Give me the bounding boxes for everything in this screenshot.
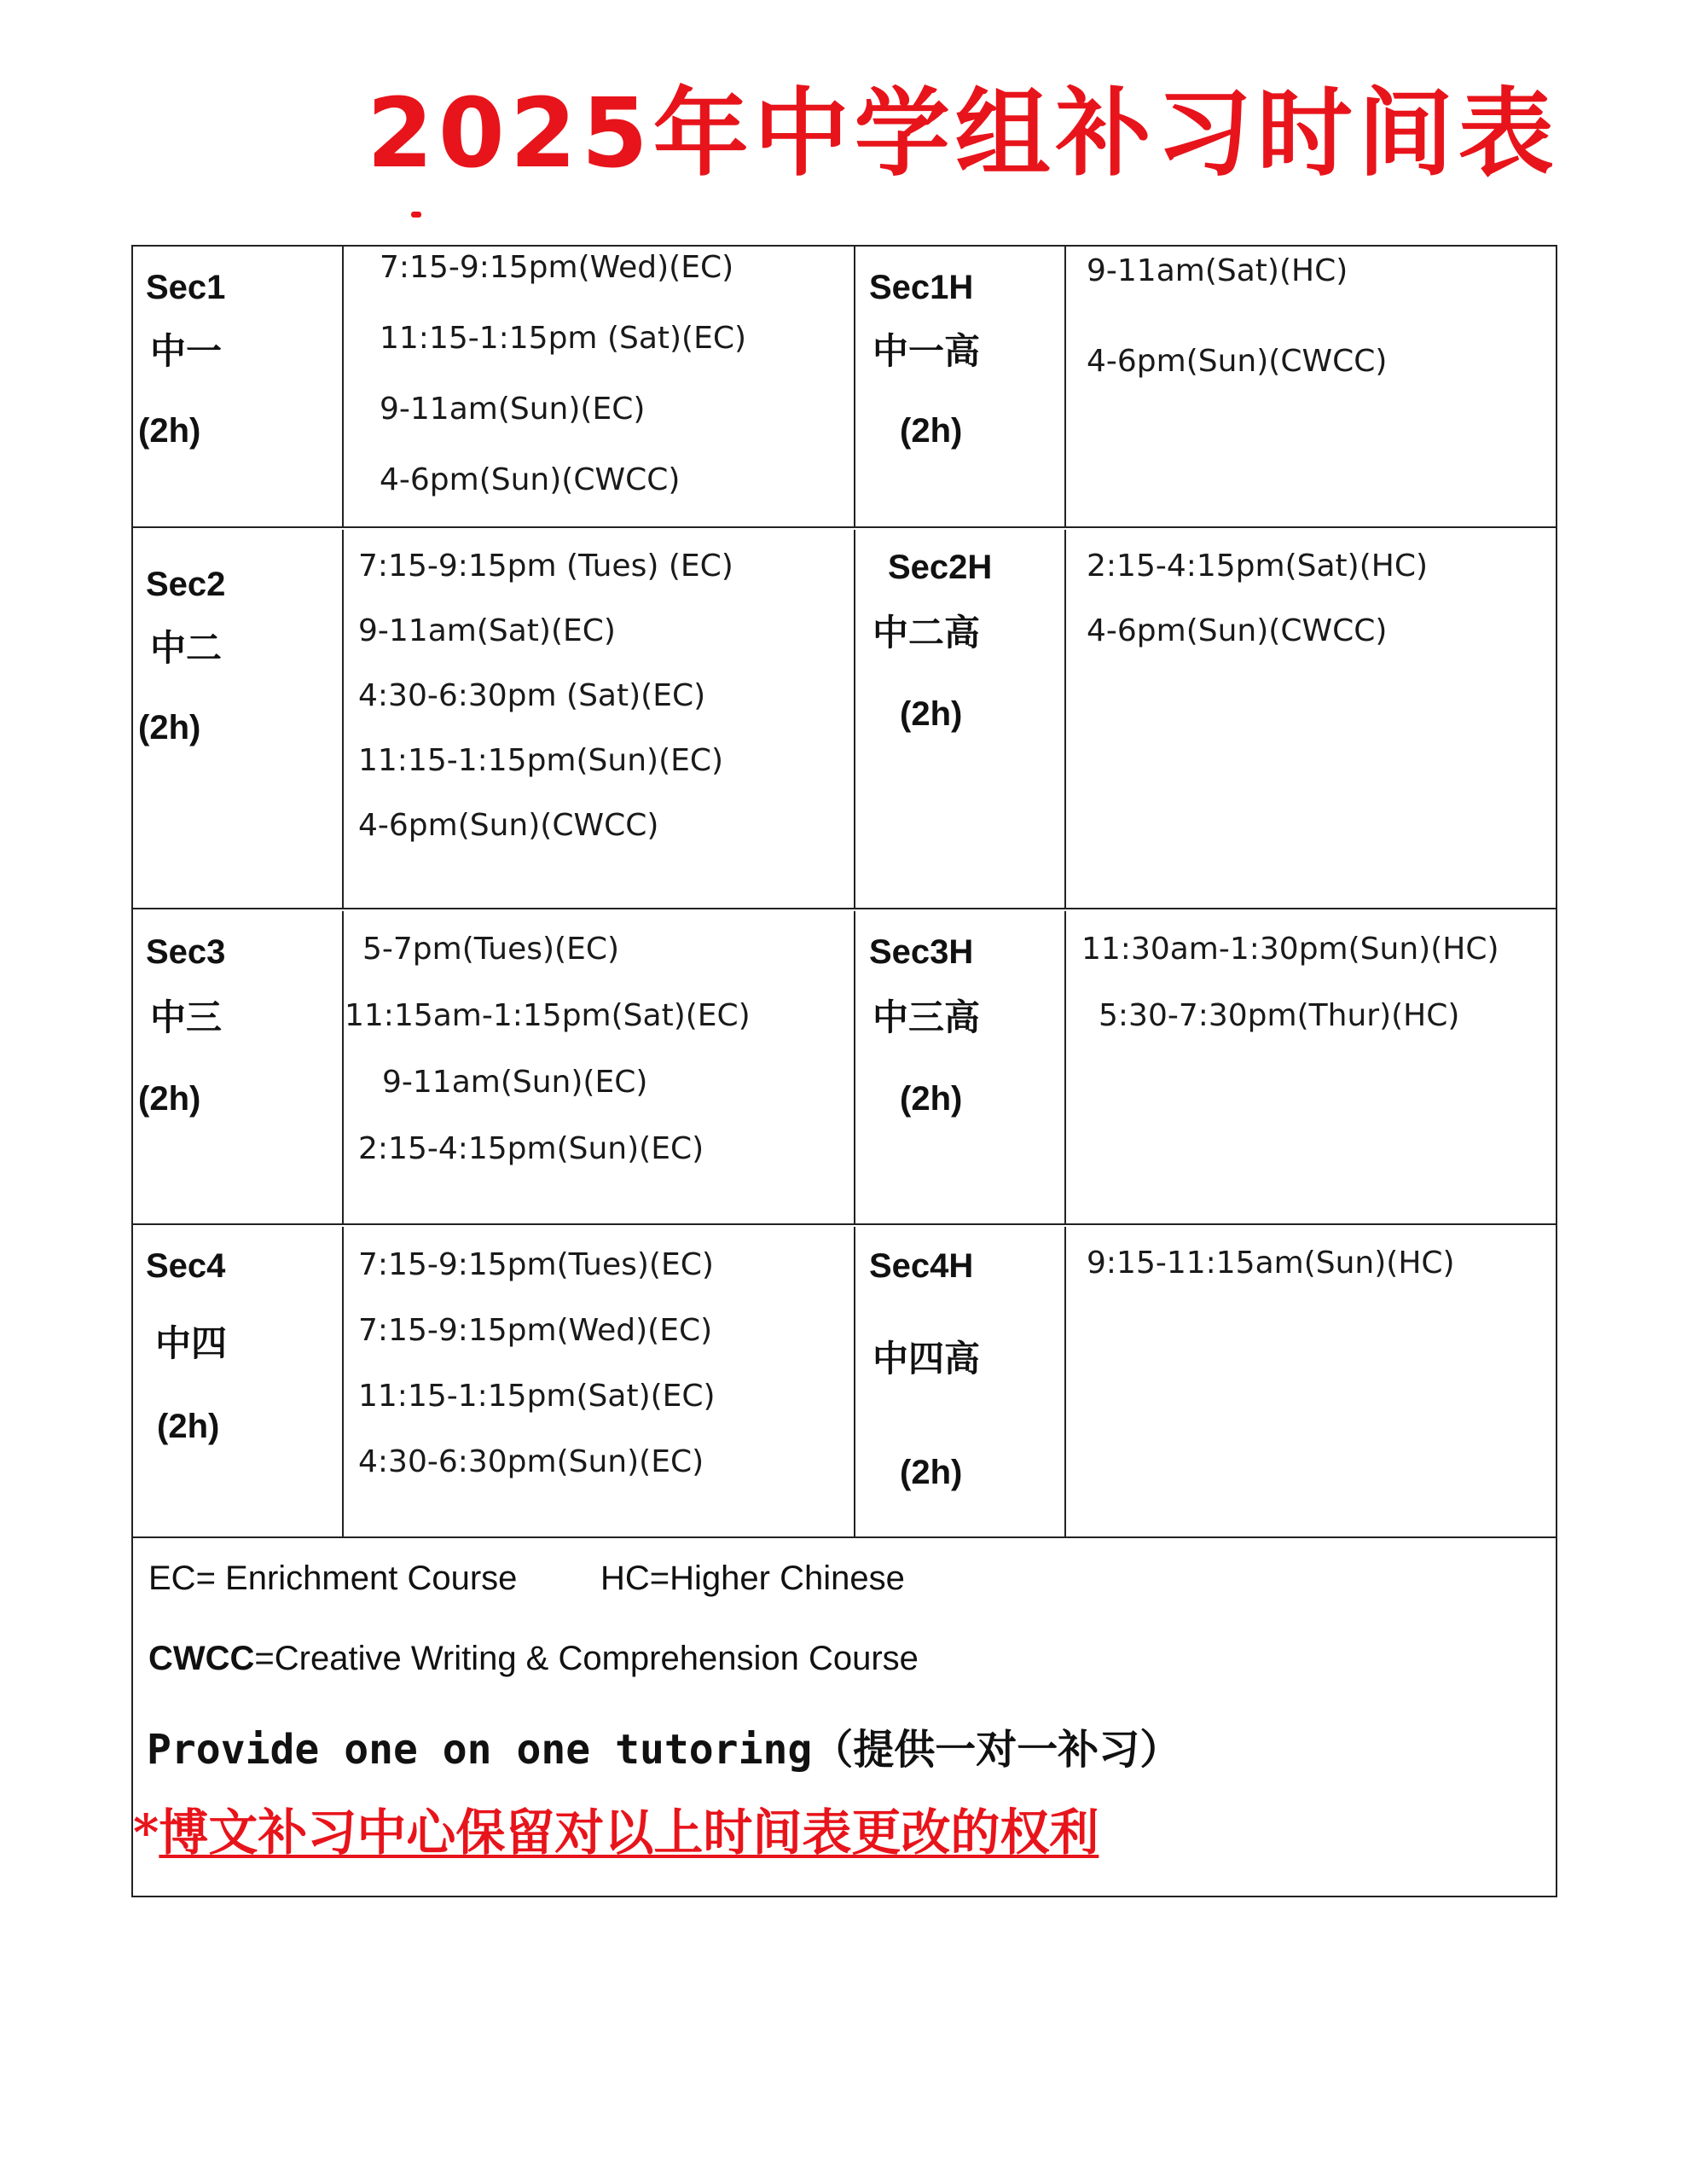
time-slot: 9-11am(Sun)(EC)	[382, 1065, 648, 1100]
notice-asterisk: *	[133, 1804, 159, 1862]
notice-text: 博文补习中心保留对以上时间表更改的权利	[159, 1804, 1099, 1862]
level-cn: 中三	[150, 996, 223, 1038]
level-cell	[133, 911, 344, 1223]
times-cell	[344, 911, 855, 1223]
higher-level-code: Sec2H	[888, 549, 993, 586]
time-slot: 11:15-1:15pm(Sat)(EC)	[358, 1379, 716, 1414]
time-slot: 4-6pm(Sun)(CWCC)	[1087, 344, 1388, 379]
table-row-sec4	[133, 1227, 1556, 1538]
table-row-sec1	[133, 247, 1556, 528]
time-slot: 11:30am-1:30pm(Sun)(HC)	[1081, 932, 1499, 967]
level-code: Sec1	[146, 269, 226, 306]
level-cn: 中四	[155, 1322, 228, 1364]
level-code: Sec3	[146, 933, 226, 971]
level-duration: (2h)	[138, 709, 201, 746]
table-row-sec2	[133, 530, 1556, 909]
time-slot: 11:15-1:15pm (Sat)(EC)	[380, 321, 747, 356]
higher-level-cell	[855, 911, 1066, 1223]
time-slot: 7:15-9:15pm (Tues) (EC)	[358, 549, 733, 584]
higher-level-duration: (2h)	[900, 695, 963, 733]
table-row-sec3	[133, 911, 1556, 1225]
times-cell	[344, 247, 855, 526]
time-slot: 4-6pm(Sun)(CWCC)	[358, 808, 659, 843]
higher-level-code: Sec1H	[869, 269, 974, 306]
time-slot: 4-6pm(Sun)(CWCC)	[380, 462, 681, 497]
times-cell	[344, 1227, 855, 1536]
higher-level-duration: (2h)	[900, 1080, 963, 1118]
tutoring-note: Provide one on one tutoring（提供一对一补习）	[147, 1726, 1181, 1774]
legend-cwcc	[148, 1637, 919, 1680]
time-slot: 9:15-11:15am(Sun)(HC)	[1087, 1246, 1455, 1281]
legend-ec: EC= Enrichment Course	[148, 1560, 518, 1597]
higher-level-cn: 中二高	[872, 612, 981, 653]
higher-times-cell	[1066, 247, 1556, 526]
level-cell	[133, 247, 344, 526]
higher-times-cell	[1066, 1227, 1556, 1536]
rights-notice	[133, 1803, 1099, 1862]
times-cell	[344, 530, 855, 908]
title-mark	[411, 212, 421, 218]
higher-level-cn: 中一高	[872, 330, 981, 372]
time-slot: 2:15-4:15pm(Sun)(EC)	[358, 1131, 704, 1166]
level-cn: 中一	[150, 330, 223, 372]
time-slot: 9-11am(Sat)(EC)	[358, 613, 616, 648]
page-title: 2025年中学组补习时间表	[367, 78, 1559, 189]
level-cell	[133, 1227, 344, 1536]
higher-level-duration: (2h)	[900, 412, 963, 450]
time-slot: 9-11am(Sun)(EC)	[380, 392, 646, 427]
level-duration: (2h)	[138, 412, 201, 450]
higher-level-cell	[855, 247, 1066, 526]
time-slot: 7:15-9:15pm(Wed)(EC)	[358, 1313, 713, 1348]
higher-level-cell	[855, 530, 1066, 908]
time-slot: 7:15-9:15pm(Tues)(EC)	[358, 1247, 714, 1282]
level-code: Sec4	[146, 1247, 226, 1285]
level-cell	[133, 530, 344, 908]
higher-level-cell	[855, 1227, 1066, 1536]
level-code: Sec2	[146, 566, 226, 603]
legend-hc: HC=Higher Chinese	[600, 1560, 905, 1597]
legend-cwcc-abbr: CWCC	[148, 1640, 255, 1677]
higher-level-code: Sec3H	[869, 933, 974, 971]
time-slot: 4:30-6:30pm (Sat)(EC)	[358, 678, 706, 713]
time-slot: 11:15-1:15pm(Sun)(EC)	[358, 743, 724, 778]
level-cn: 中二	[150, 627, 223, 669]
schedule-table	[131, 245, 1557, 1897]
higher-level-cn: 中三高	[872, 996, 981, 1038]
higher-times-cell	[1066, 530, 1556, 908]
higher-level-cn: 中四高	[872, 1338, 981, 1380]
time-slot: 4:30-6:30pm(Sun)(EC)	[358, 1444, 704, 1479]
time-slot: 2:15-4:15pm(Sat)(HC)	[1087, 549, 1429, 584]
level-duration: (2h)	[157, 1408, 220, 1445]
time-slot: 11:15am-1:15pm(Sat)(EC)	[345, 998, 751, 1033]
time-slot: 5-7pm(Tues)(EC)	[362, 932, 620, 967]
legend-section	[133, 1540, 1556, 1896]
higher-times-cell	[1066, 911, 1556, 1223]
time-slot: 5:30-7:30pm(Thur)(HC)	[1099, 998, 1460, 1033]
level-duration: (2h)	[138, 1080, 201, 1118]
higher-level-code: Sec4H	[869, 1247, 974, 1285]
time-slot: 7:15-9:15pm(Wed)(EC)	[380, 250, 734, 285]
time-slot: 9-11am(Sat)(HC)	[1087, 253, 1348, 288]
higher-level-duration: (2h)	[900, 1454, 963, 1491]
time-slot: 4-6pm(Sun)(CWCC)	[1087, 613, 1388, 648]
legend-cwcc-def: =Creative Writing & Comprehension Course	[254, 1640, 919, 1677]
